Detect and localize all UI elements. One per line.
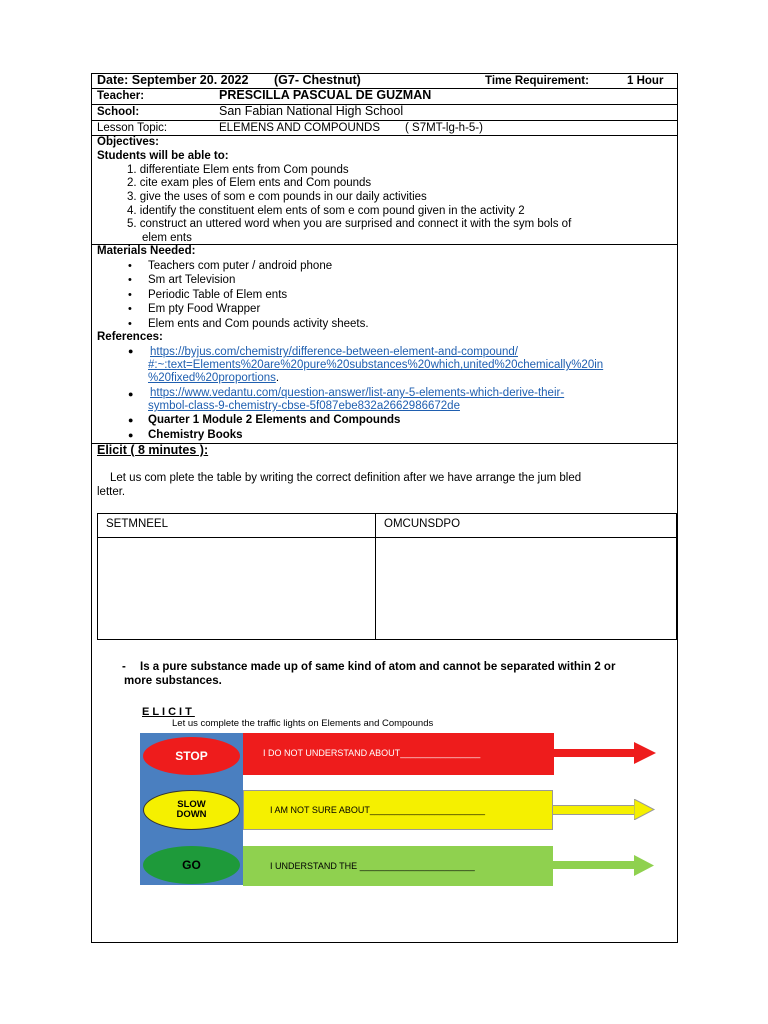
objective-item-continued: elem ents [142,232,192,244]
row-divider [91,135,678,136]
material-item: Sm art Television [148,274,236,286]
bullet-icon: ● [128,415,134,425]
reference-period: . [275,372,280,384]
reference-link-vedantu[interactable]: https://www.vedantu.com/question-answer/list-any-5-elements-which-derive-their- [150,387,565,399]
go-row-text: I UNDERSTAND THE _______________________ [270,861,475,871]
time-requirement-value: 1 Hour [627,75,664,87]
objective-item: 1. differentiate Elem ents from Com pounds [127,164,349,176]
definition-dash: - [122,661,126,673]
school-label: School: [97,106,140,118]
arrow-right-icon [634,742,658,764]
row-divider [91,120,678,121]
reference-item-books: Chemistry Books [148,429,243,441]
slow-label: SLOW [177,799,206,810]
objective-item: 5. construct an uttered word when you are surprised and connect it with the sym bols of [127,218,572,230]
go-arrow-shaft [553,861,635,869]
slow-down-light [143,790,240,830]
date-label: Date: September 20. 2022 [97,73,249,87]
objectives-title: Objectives: [97,136,159,148]
lesson-topic-label: Lesson Topic: [97,122,168,134]
bullet-icon: • [128,318,132,330]
elicit-instruction-cont: letter. [97,486,126,498]
slow-arrow-shaft [553,805,635,815]
reference-item-module: Quarter 1 Module 2 Elements and Compounds [148,414,401,426]
bullet-icon: ● [128,430,134,440]
teacher-name: PRESCILLA PASCUAL DE GUZMAN [219,88,432,102]
go-label: GO [182,858,201,872]
teacher-label: Teacher: [97,90,145,102]
reference-link-byjus[interactable]: https://byjus.com/chemistry/difference-between-element-and-compound/ [150,346,518,358]
elicit-title: Elicit ( 8 minutes ): [97,443,209,457]
answer-cell-elements[interactable] [98,538,374,639]
lesson-topic-code: ( S7MT-lg-h-5-) [405,122,483,134]
slow-row-text: I AM NOT SURE ABOUT_______________________ [270,805,485,815]
bullet-icon: • [128,303,132,315]
bullet-icon: ● [128,346,134,356]
arrow-right-icon [634,855,656,876]
bullet-icon: • [128,274,132,286]
traffic-light-worksheet [140,704,665,889]
objectives-intro: Students will be able to: [97,150,229,162]
stop-arrow-shaft [554,749,638,757]
down-label: DOWN [176,809,207,820]
material-item: Em pty Food Wrapper [148,303,261,315]
elicit-instruction: Let us com plete the table by writing the correct definition after we have arrange the jum bled [110,472,582,484]
column-header-elements: SETMNEEL [106,518,168,530]
stop-row-text: I DO NOT UNDERSTAND ABOUT________________ [263,748,481,758]
definition-text: Is a pure substance made up of same kind of atom and cannot be separated within 2 or [140,661,616,673]
material-item: Elem ents and Com pounds activity sheets. [148,318,369,330]
go-light [143,846,240,884]
section-label: (G7- Chestnut) [274,73,361,87]
bullet-icon: • [128,260,132,272]
references-title: References: [97,331,163,343]
worksheet-subtitle: Let us complete the traffic lights on Elements and Compounds [172,718,434,729]
reference-link-byjus-end[interactable]: %20fixed%20proportions [148,372,276,384]
reference-link-vedantu-cont[interactable]: symbol-class-9-chemistry-cbse-5f087ebe832a2662986672de [148,400,460,412]
materials-title: Materials Needed: [97,245,196,257]
arrow-right-icon [634,799,656,820]
column-header-compounds: OMCUNSDPO [384,518,461,530]
reference-link-byjus-cont[interactable]: #:~:text=Elements%20are%20pure%20substances%20which,united%20chemically%20in [148,359,604,371]
stop-light [143,737,240,775]
material-item: Periodic Table of Elem ents [148,289,288,301]
bullet-icon: • [128,289,132,301]
bullet-icon: ● [128,389,134,399]
worksheet-heading: ELICIT [142,706,195,718]
objective-item: 4. identify the constituent elem ents of som e com pound given in the activity 2 [127,205,525,217]
material-item: Teachers com puter / android phone [148,260,333,272]
school-name: San Fabian National High School [219,104,404,118]
definition-text-cont: more substances. [124,675,222,687]
stop-label: STOP [175,749,208,763]
objective-item: 2. cite exam ples of Elem ents and Com pounds [127,177,372,189]
answer-cell-compounds[interactable] [376,538,676,639]
objective-item: 3. give the uses of som e com pounds in our daily activities [127,191,427,203]
time-requirement-label: Time Requirement: [485,75,589,87]
lesson-topic-value: ELEMENS AND COMPOUNDS [219,122,381,134]
